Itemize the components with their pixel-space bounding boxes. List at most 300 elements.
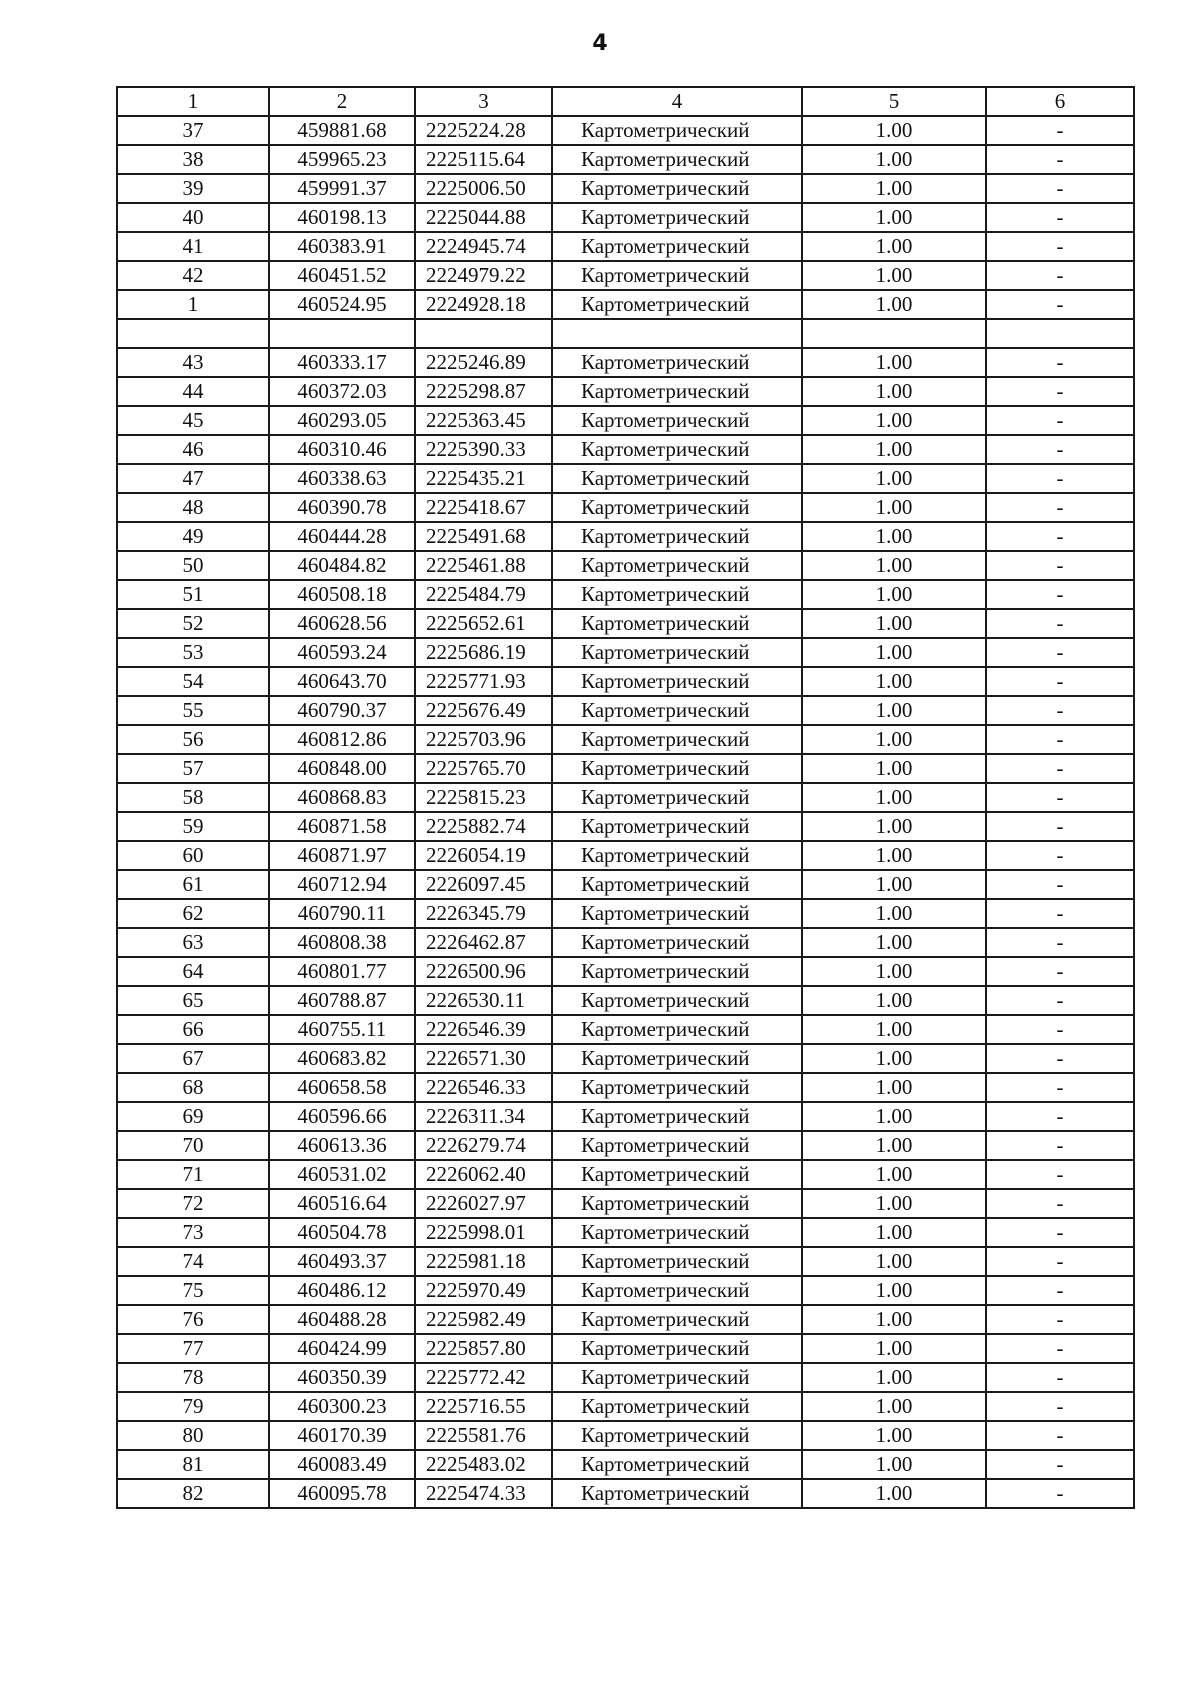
description-cell: - bbox=[986, 667, 1134, 696]
description-cell: - bbox=[986, 1131, 1134, 1160]
method-cell: Картометрический bbox=[552, 783, 802, 812]
description-cell: - bbox=[986, 232, 1134, 261]
method-cell: Картометрический bbox=[552, 406, 802, 435]
table-row bbox=[117, 116, 1134, 145]
x-coordinate-cell: 459881.68 bbox=[269, 116, 415, 145]
table-row bbox=[117, 812, 1134, 841]
header-cell-x-coordinate: 2 bbox=[269, 87, 415, 116]
y-coordinate-cell: 2225461.88 bbox=[415, 551, 552, 580]
y-coordinate-cell: 2225998.01 bbox=[415, 1218, 552, 1247]
method-cell: Картометрический bbox=[552, 899, 802, 928]
table-row bbox=[117, 1102, 1134, 1131]
accuracy-cell: 1.00 bbox=[802, 174, 986, 203]
accuracy-cell: 1.00 bbox=[802, 812, 986, 841]
x-coordinate-cell: 460424.99 bbox=[269, 1334, 415, 1363]
table-row bbox=[117, 145, 1134, 174]
y-coordinate-cell: 2225474.33 bbox=[415, 1479, 552, 1508]
accuracy-cell: 1.00 bbox=[802, 580, 986, 609]
table-row bbox=[117, 464, 1134, 493]
table-row bbox=[117, 435, 1134, 464]
accuracy-cell: 1.00 bbox=[802, 1305, 986, 1334]
x-coordinate-cell: 460508.18 bbox=[269, 580, 415, 609]
y-coordinate-cell: 2226054.19 bbox=[415, 841, 552, 870]
method-cell bbox=[552, 319, 802, 348]
table-row bbox=[117, 1363, 1134, 1392]
x-coordinate-cell: 460516.64 bbox=[269, 1189, 415, 1218]
point-number-cell: 49 bbox=[117, 522, 269, 551]
accuracy-cell: 1.00 bbox=[802, 754, 986, 783]
description-cell: - bbox=[986, 1450, 1134, 1479]
x-coordinate-cell: 460486.12 bbox=[269, 1276, 415, 1305]
method-cell: Картометрический bbox=[552, 116, 802, 145]
description-cell: - bbox=[986, 377, 1134, 406]
accuracy-cell: 1.00 bbox=[802, 1421, 986, 1450]
y-coordinate-cell: 2226462.87 bbox=[415, 928, 552, 957]
accuracy-cell: 1.00 bbox=[802, 493, 986, 522]
x-coordinate-cell: 460170.39 bbox=[269, 1421, 415, 1450]
table-row bbox=[117, 522, 1134, 551]
table-row bbox=[117, 580, 1134, 609]
method-cell: Картометрический bbox=[552, 986, 802, 1015]
x-coordinate-cell: 460812.86 bbox=[269, 725, 415, 754]
accuracy-cell: 1.00 bbox=[802, 986, 986, 1015]
method-cell: Картометрический bbox=[552, 667, 802, 696]
point-number-cell: 40 bbox=[117, 203, 269, 232]
y-coordinate-cell: 2225771.93 bbox=[415, 667, 552, 696]
accuracy-cell: 1.00 bbox=[802, 1073, 986, 1102]
y-coordinate-cell bbox=[415, 319, 552, 348]
table-row bbox=[117, 1131, 1134, 1160]
table-row bbox=[117, 870, 1134, 899]
y-coordinate-cell: 2225390.33 bbox=[415, 435, 552, 464]
table-row bbox=[117, 1479, 1134, 1508]
method-cell: Картометрический bbox=[552, 1131, 802, 1160]
point-number-cell: 57 bbox=[117, 754, 269, 783]
x-coordinate-cell: 460504.78 bbox=[269, 1218, 415, 1247]
description-cell: - bbox=[986, 1044, 1134, 1073]
accuracy-cell: 1.00 bbox=[802, 464, 986, 493]
table-row bbox=[117, 232, 1134, 261]
table-row bbox=[117, 754, 1134, 783]
point-number-cell: 71 bbox=[117, 1160, 269, 1189]
description-cell: - bbox=[986, 551, 1134, 580]
x-coordinate-cell: 460372.03 bbox=[269, 377, 415, 406]
y-coordinate-cell: 2226279.74 bbox=[415, 1131, 552, 1160]
table-row bbox=[117, 377, 1134, 406]
point-number-cell bbox=[117, 319, 269, 348]
y-coordinate-cell: 2225982.49 bbox=[415, 1305, 552, 1334]
accuracy-cell: 1.00 bbox=[802, 667, 986, 696]
point-number-cell: 38 bbox=[117, 145, 269, 174]
y-coordinate-cell: 2226062.40 bbox=[415, 1160, 552, 1189]
accuracy-cell: 1.00 bbox=[802, 696, 986, 725]
table-row bbox=[117, 1421, 1134, 1450]
table-row bbox=[117, 841, 1134, 870]
x-coordinate-cell: 460871.97 bbox=[269, 841, 415, 870]
point-number-cell: 55 bbox=[117, 696, 269, 725]
point-number-cell: 78 bbox=[117, 1363, 269, 1392]
x-coordinate-cell: 460383.91 bbox=[269, 232, 415, 261]
point-number-cell: 56 bbox=[117, 725, 269, 754]
description-cell: - bbox=[986, 1247, 1134, 1276]
y-coordinate-cell: 2225970.49 bbox=[415, 1276, 552, 1305]
x-coordinate-cell: 460300.23 bbox=[269, 1392, 415, 1421]
accuracy-cell: 1.00 bbox=[802, 1392, 986, 1421]
x-coordinate-cell: 460848.00 bbox=[269, 754, 415, 783]
table-row bbox=[117, 1044, 1134, 1073]
point-number-cell: 69 bbox=[117, 1102, 269, 1131]
accuracy-cell: 1.00 bbox=[802, 203, 986, 232]
accuracy-cell: 1.00 bbox=[802, 348, 986, 377]
method-cell: Картометрический bbox=[552, 1073, 802, 1102]
point-number-cell: 48 bbox=[117, 493, 269, 522]
page-number: 4 bbox=[592, 31, 608, 56]
description-cell: - bbox=[986, 1363, 1134, 1392]
header-cell-point-number: 1 bbox=[117, 87, 269, 116]
description-cell: - bbox=[986, 145, 1134, 174]
x-coordinate-cell: 460488.28 bbox=[269, 1305, 415, 1334]
table-row bbox=[117, 1247, 1134, 1276]
method-cell: Картометрический bbox=[552, 725, 802, 754]
point-number-cell: 63 bbox=[117, 928, 269, 957]
table-row bbox=[117, 203, 1134, 232]
y-coordinate-cell: 2225298.87 bbox=[415, 377, 552, 406]
accuracy-cell: 1.00 bbox=[802, 522, 986, 551]
method-cell: Картометрический bbox=[552, 174, 802, 203]
table-row bbox=[117, 406, 1134, 435]
x-coordinate-cell: 460333.17 bbox=[269, 348, 415, 377]
y-coordinate-cell: 2226097.45 bbox=[415, 870, 552, 899]
table-row bbox=[117, 899, 1134, 928]
accuracy-cell: 1.00 bbox=[802, 870, 986, 899]
point-number-cell: 51 bbox=[117, 580, 269, 609]
point-number-cell: 1 bbox=[117, 290, 269, 319]
x-coordinate-cell: 460451.52 bbox=[269, 261, 415, 290]
y-coordinate-cell: 2225484.79 bbox=[415, 580, 552, 609]
x-coordinate-cell: 460643.70 bbox=[269, 667, 415, 696]
point-number-cell: 47 bbox=[117, 464, 269, 493]
x-coordinate-cell: 460083.49 bbox=[269, 1450, 415, 1479]
point-number-cell: 67 bbox=[117, 1044, 269, 1073]
method-cell: Картометрический bbox=[552, 754, 802, 783]
table-row bbox=[117, 319, 1134, 348]
point-number-cell: 60 bbox=[117, 841, 269, 870]
point-number-cell: 54 bbox=[117, 667, 269, 696]
table-row bbox=[117, 493, 1134, 522]
y-coordinate-cell: 2224945.74 bbox=[415, 232, 552, 261]
table-row bbox=[117, 1334, 1134, 1363]
accuracy-cell: 1.00 bbox=[802, 116, 986, 145]
method-cell: Картометрический bbox=[552, 1421, 802, 1450]
table-row bbox=[117, 986, 1134, 1015]
x-coordinate-cell: 460788.87 bbox=[269, 986, 415, 1015]
point-number-cell: 52 bbox=[117, 609, 269, 638]
method-cell: Картометрический bbox=[552, 1363, 802, 1392]
point-number-cell: 70 bbox=[117, 1131, 269, 1160]
header-cell-y-coordinate: 3 bbox=[415, 87, 552, 116]
table-row bbox=[117, 1015, 1134, 1044]
point-number-cell: 59 bbox=[117, 812, 269, 841]
method-cell: Картометрический bbox=[552, 348, 802, 377]
y-coordinate-cell: 2225115.64 bbox=[415, 145, 552, 174]
point-number-cell: 75 bbox=[117, 1276, 269, 1305]
y-coordinate-cell: 2225686.19 bbox=[415, 638, 552, 667]
table-row bbox=[117, 290, 1134, 319]
y-coordinate-cell: 2226345.79 bbox=[415, 899, 552, 928]
accuracy-cell: 1.00 bbox=[802, 435, 986, 464]
x-coordinate-cell: 460390.78 bbox=[269, 493, 415, 522]
accuracy-cell: 1.00 bbox=[802, 551, 986, 580]
x-coordinate-cell: 460790.37 bbox=[269, 696, 415, 725]
method-cell: Картометрический bbox=[552, 1015, 802, 1044]
accuracy-cell: 1.00 bbox=[802, 841, 986, 870]
x-coordinate-cell: 460310.46 bbox=[269, 435, 415, 464]
accuracy-cell: 1.00 bbox=[802, 1218, 986, 1247]
description-cell: - bbox=[986, 986, 1134, 1015]
point-number-cell: 68 bbox=[117, 1073, 269, 1102]
table-header bbox=[117, 87, 1134, 116]
method-cell: Картометрический bbox=[552, 870, 802, 899]
description-cell: - bbox=[986, 1479, 1134, 1508]
description-cell: - bbox=[986, 1189, 1134, 1218]
y-coordinate-cell: 2225652.61 bbox=[415, 609, 552, 638]
y-coordinate-cell: 2226546.33 bbox=[415, 1073, 552, 1102]
accuracy-cell: 1.00 bbox=[802, 290, 986, 319]
description-cell: - bbox=[986, 203, 1134, 232]
method-cell: Картометрический bbox=[552, 1392, 802, 1421]
description-cell: - bbox=[986, 348, 1134, 377]
method-cell: Картометрический bbox=[552, 841, 802, 870]
point-number-cell: 46 bbox=[117, 435, 269, 464]
y-coordinate-cell: 2226027.97 bbox=[415, 1189, 552, 1218]
description-cell: - bbox=[986, 754, 1134, 783]
description-cell: - bbox=[986, 1218, 1134, 1247]
accuracy-cell: 1.00 bbox=[802, 1015, 986, 1044]
y-coordinate-cell: 2225363.45 bbox=[415, 406, 552, 435]
description-cell: - bbox=[986, 841, 1134, 870]
header-cell-method: 4 bbox=[552, 87, 802, 116]
table-row bbox=[117, 261, 1134, 290]
table-row bbox=[117, 1073, 1134, 1102]
method-cell: Картометрический bbox=[552, 1189, 802, 1218]
description-cell: - bbox=[986, 522, 1134, 551]
x-coordinate-cell: 460801.77 bbox=[269, 957, 415, 986]
x-coordinate-cell: 460493.37 bbox=[269, 1247, 415, 1276]
y-coordinate-cell: 2225483.02 bbox=[415, 1450, 552, 1479]
y-coordinate-cell: 2225435.21 bbox=[415, 464, 552, 493]
description-cell: - bbox=[986, 1392, 1134, 1421]
x-coordinate-cell: 460683.82 bbox=[269, 1044, 415, 1073]
point-number-cell: 42 bbox=[117, 261, 269, 290]
method-cell: Картометрический bbox=[552, 290, 802, 319]
x-coordinate-cell: 460198.13 bbox=[269, 203, 415, 232]
method-cell: Картометрический bbox=[552, 464, 802, 493]
y-coordinate-cell: 2224979.22 bbox=[415, 261, 552, 290]
accuracy-cell: 1.00 bbox=[802, 783, 986, 812]
point-number-cell: 66 bbox=[117, 1015, 269, 1044]
description-cell: - bbox=[986, 1160, 1134, 1189]
point-number-cell: 72 bbox=[117, 1189, 269, 1218]
y-coordinate-cell: 2226530.11 bbox=[415, 986, 552, 1015]
x-coordinate-cell: 460808.38 bbox=[269, 928, 415, 957]
table-row bbox=[117, 1189, 1134, 1218]
description-cell: - bbox=[986, 406, 1134, 435]
point-number-cell: 76 bbox=[117, 1305, 269, 1334]
method-cell: Картометрический bbox=[552, 203, 802, 232]
method-cell: Картометрический bbox=[552, 1044, 802, 1073]
table-row bbox=[117, 1392, 1134, 1421]
y-coordinate-cell: 2225246.89 bbox=[415, 348, 552, 377]
y-coordinate-cell: 2226546.39 bbox=[415, 1015, 552, 1044]
description-cell: - bbox=[986, 812, 1134, 841]
description-cell: - bbox=[986, 957, 1134, 986]
method-cell: Картометрический bbox=[552, 1479, 802, 1508]
point-number-cell: 43 bbox=[117, 348, 269, 377]
x-coordinate-cell: 459965.23 bbox=[269, 145, 415, 174]
method-cell: Картометрический bbox=[552, 1160, 802, 1189]
table-body bbox=[117, 116, 1134, 1508]
accuracy-cell: 1.00 bbox=[802, 377, 986, 406]
accuracy-cell: 1.00 bbox=[802, 1189, 986, 1218]
description-cell: - bbox=[986, 1305, 1134, 1334]
method-cell: Картометрический bbox=[552, 638, 802, 667]
accuracy-cell: 1.00 bbox=[802, 957, 986, 986]
y-coordinate-cell: 2225716.55 bbox=[415, 1392, 552, 1421]
table-row bbox=[117, 174, 1134, 203]
accuracy-cell: 1.00 bbox=[802, 1247, 986, 1276]
accuracy-cell: 1.00 bbox=[802, 638, 986, 667]
method-cell: Картометрический bbox=[552, 522, 802, 551]
accuracy-cell: 1.00 bbox=[802, 1363, 986, 1392]
description-cell: - bbox=[986, 899, 1134, 928]
method-cell: Картометрический bbox=[552, 957, 802, 986]
method-cell: Картометрический bbox=[552, 696, 802, 725]
point-number-cell: 37 bbox=[117, 116, 269, 145]
x-coordinate-cell: 460293.05 bbox=[269, 406, 415, 435]
x-coordinate-cell: 460484.82 bbox=[269, 551, 415, 580]
method-cell: Картометрический bbox=[552, 1305, 802, 1334]
y-coordinate-cell: 2225676.49 bbox=[415, 696, 552, 725]
accuracy-cell: 1.00 bbox=[802, 899, 986, 928]
accuracy-cell: 1.00 bbox=[802, 1479, 986, 1508]
description-cell: - bbox=[986, 725, 1134, 754]
description-cell: - bbox=[986, 1015, 1134, 1044]
x-coordinate-cell: 460593.24 bbox=[269, 638, 415, 667]
accuracy-cell bbox=[802, 319, 986, 348]
x-coordinate-cell: 460658.58 bbox=[269, 1073, 415, 1102]
accuracy-cell: 1.00 bbox=[802, 1450, 986, 1479]
method-cell: Картометрический bbox=[552, 1218, 802, 1247]
method-cell: Картометрический bbox=[552, 551, 802, 580]
table-row bbox=[117, 1450, 1134, 1479]
table-row bbox=[117, 783, 1134, 812]
y-coordinate-cell: 2225703.96 bbox=[415, 725, 552, 754]
x-coordinate-cell: 459991.37 bbox=[269, 174, 415, 203]
point-number-cell: 41 bbox=[117, 232, 269, 261]
point-number-cell: 64 bbox=[117, 957, 269, 986]
table-row bbox=[117, 696, 1134, 725]
method-cell: Картометрический bbox=[552, 928, 802, 957]
point-number-cell: 61 bbox=[117, 870, 269, 899]
table-row bbox=[117, 725, 1134, 754]
point-number-cell: 45 bbox=[117, 406, 269, 435]
y-coordinate-cell: 2225581.76 bbox=[415, 1421, 552, 1450]
point-number-cell: 50 bbox=[117, 551, 269, 580]
x-coordinate-cell: 460531.02 bbox=[269, 1160, 415, 1189]
header-cell-accuracy: 5 bbox=[802, 87, 986, 116]
table-row bbox=[117, 638, 1134, 667]
y-coordinate-cell: 2226571.30 bbox=[415, 1044, 552, 1073]
accuracy-cell: 1.00 bbox=[802, 145, 986, 174]
x-coordinate-cell: 460755.11 bbox=[269, 1015, 415, 1044]
table-row bbox=[117, 609, 1134, 638]
accuracy-cell: 1.00 bbox=[802, 609, 986, 638]
point-number-cell: 73 bbox=[117, 1218, 269, 1247]
description-cell: - bbox=[986, 1421, 1134, 1450]
x-coordinate-cell: 460790.11 bbox=[269, 899, 415, 928]
point-number-cell: 80 bbox=[117, 1421, 269, 1450]
table-row bbox=[117, 928, 1134, 957]
table-row bbox=[117, 1218, 1134, 1247]
y-coordinate-cell: 2225765.70 bbox=[415, 754, 552, 783]
table-row bbox=[117, 667, 1134, 696]
x-coordinate-cell: 460596.66 bbox=[269, 1102, 415, 1131]
method-cell: Картометрический bbox=[552, 1334, 802, 1363]
method-cell: Картометрический bbox=[552, 609, 802, 638]
y-coordinate-cell: 2225224.28 bbox=[415, 116, 552, 145]
accuracy-cell: 1.00 bbox=[802, 725, 986, 754]
method-cell: Картометрический bbox=[552, 580, 802, 609]
x-coordinate-cell: 460613.36 bbox=[269, 1131, 415, 1160]
description-cell: - bbox=[986, 870, 1134, 899]
accuracy-cell: 1.00 bbox=[802, 1160, 986, 1189]
x-coordinate-cell: 460350.39 bbox=[269, 1363, 415, 1392]
description-cell: - bbox=[986, 1276, 1134, 1305]
description-cell: - bbox=[986, 928, 1134, 957]
accuracy-cell: 1.00 bbox=[802, 1276, 986, 1305]
point-number-cell: 58 bbox=[117, 783, 269, 812]
description-cell: - bbox=[986, 1334, 1134, 1363]
table-row bbox=[117, 551, 1134, 580]
method-cell: Картометрический bbox=[552, 1247, 802, 1276]
y-coordinate-cell: 2225044.88 bbox=[415, 203, 552, 232]
x-coordinate-cell: 460444.28 bbox=[269, 522, 415, 551]
description-cell: - bbox=[986, 174, 1134, 203]
description-cell bbox=[986, 319, 1134, 348]
point-number-cell: 62 bbox=[117, 899, 269, 928]
x-coordinate-cell: 460338.63 bbox=[269, 464, 415, 493]
description-cell: - bbox=[986, 464, 1134, 493]
description-cell: - bbox=[986, 116, 1134, 145]
method-cell: Картометрический bbox=[552, 435, 802, 464]
method-cell: Картометрический bbox=[552, 145, 802, 174]
description-cell: - bbox=[986, 1102, 1134, 1131]
accuracy-cell: 1.00 bbox=[802, 1334, 986, 1363]
x-coordinate-cell: 460871.58 bbox=[269, 812, 415, 841]
y-coordinate-cell: 2224928.18 bbox=[415, 290, 552, 319]
x-coordinate-cell: 460868.83 bbox=[269, 783, 415, 812]
point-number-cell: 44 bbox=[117, 377, 269, 406]
accuracy-cell: 1.00 bbox=[802, 261, 986, 290]
description-cell: - bbox=[986, 1073, 1134, 1102]
y-coordinate-cell: 2226500.96 bbox=[415, 957, 552, 986]
description-cell: - bbox=[986, 435, 1134, 464]
method-cell: Картометрический bbox=[552, 493, 802, 522]
description-cell: - bbox=[986, 696, 1134, 725]
method-cell: Картометрический bbox=[552, 1276, 802, 1305]
point-number-cell: 82 bbox=[117, 1479, 269, 1508]
accuracy-cell: 1.00 bbox=[802, 232, 986, 261]
